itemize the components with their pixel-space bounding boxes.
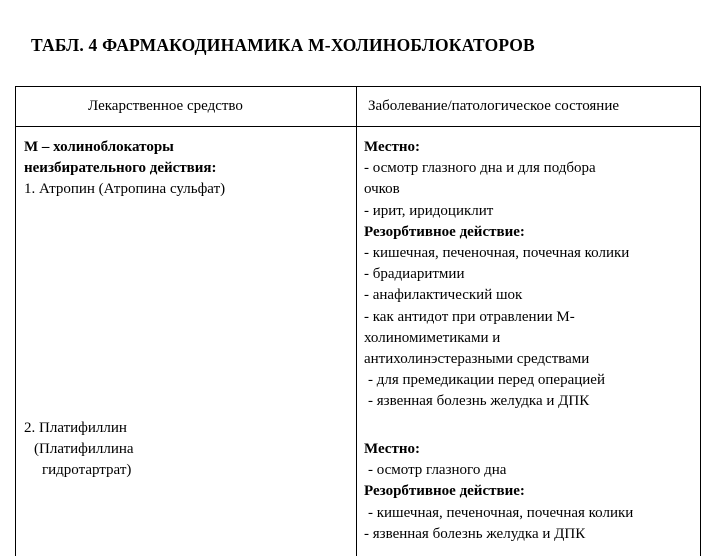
indication-item: - как антидот при отравлении М- <box>364 308 575 325</box>
indication-item: - ирит, иридоциклит <box>364 202 494 219</box>
drug-name-platyphylline-2: (Платифиллина <box>34 441 134 458</box>
indications-cell-platyphylline <box>364 439 633 545</box>
drug-group-line-1: М – холиноблокаторы <box>24 139 174 155</box>
indication-item: - кишечная, печеночная, почечная колики <box>364 245 630 262</box>
indication-item: холиномиметиками и <box>364 329 501 346</box>
drug-cell-platyphylline <box>24 418 134 482</box>
local-title: Местно: <box>364 441 420 457</box>
drug-name-atropine: 1. Атропин (Атропина сульфат) <box>24 181 226 198</box>
indication-item: - кишечная, печеночная, почечная колики <box>368 504 634 521</box>
local-title: Местно: <box>364 139 420 155</box>
indications-cell-atropine <box>364 137 629 413</box>
indication-item: очков <box>364 181 400 198</box>
indication-item: - брадиаритмии <box>364 266 465 283</box>
drug-cell-atropine <box>24 137 225 201</box>
page-title: ТАБЛ. 4 ФАРМАКОДИНАМИКА М-ХОЛИНОБЛОКАТОРОВ <box>31 35 535 55</box>
indication-item: - язвенная болезнь желудка и ДПК <box>364 525 586 542</box>
header-condition: Заболевание/патологическое состояние <box>368 98 620 114</box>
column-divider <box>356 87 357 556</box>
resorptive-title: Резорбтивное действие: <box>364 483 525 500</box>
drug-name-platyphylline-1: 2. Платифиллин <box>24 420 127 436</box>
indication-item: - для премедикации перед операцией <box>368 372 605 389</box>
indication-item: антихолинэстеразными средствами <box>364 351 590 368</box>
indication-item: - язвенная болезнь желудка и ДПК <box>368 393 590 410</box>
indication-item: - анафилактический шок <box>364 287 523 304</box>
indication-item: - осмотр глазного дна и для подбора <box>364 160 596 177</box>
header-drug: Лекарственное средство <box>88 98 243 114</box>
header-divider <box>16 126 700 127</box>
resorptive-title: Резорбтивное действие: <box>364 223 525 240</box>
indication-item: - осмотр глазного дна <box>368 462 507 479</box>
drug-group-line-2: неизбирательного действия: <box>24 160 217 177</box>
pharmacodynamics-table <box>15 86 701 556</box>
drug-name-platyphylline-3: гидротартрат) <box>42 462 132 479</box>
